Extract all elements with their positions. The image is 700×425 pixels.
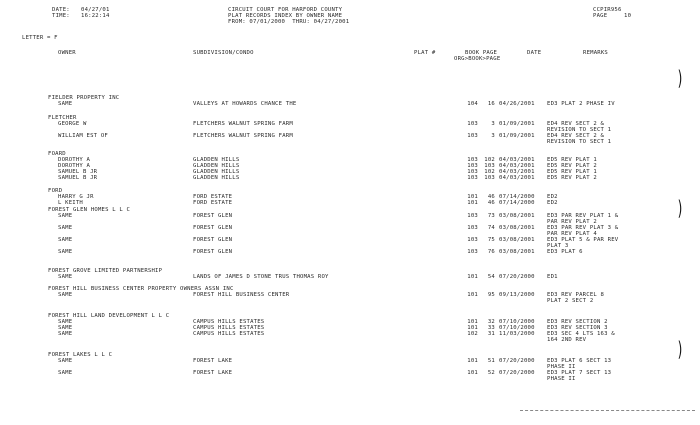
owner-entry: SAME [58,358,73,364]
remarks-line: ED4 REV SECT 2 & [547,133,605,139]
subdivision-entry: FOREST HILL BUSINESS CENTER [193,292,290,298]
subdivision-entry: FLETCHERS WALNUT SPRING FARM [193,121,293,127]
binder-hole-mark-bottom: ) [677,337,683,361]
owner-group-name: FIELDER PROPERTY INC [48,95,120,101]
subdivision-entry: FOREST GLEN [193,249,233,255]
remarks-line: REVISION TO SECT 1 [547,127,612,133]
book-number: 101 [467,358,478,364]
record-date: 09/13/2000 [499,292,535,298]
subdivision-entry: FORD ESTATE [193,200,233,206]
remarks-line: PHASE II [547,364,576,370]
owner-entry: SAME [58,213,73,219]
remarks-line: ED2 [547,194,558,200]
column-header-subdivision: SUBDIVISION/CONDO [193,50,254,56]
owner-group-name: FOREST HILL LAND DEVELOPMENT L L C [48,313,170,319]
book-number: 101 [467,194,478,200]
subdivision-entry: VALLEYS AT HOWARDS CHANCE THE [193,101,297,107]
owner-group-name: FOREST GROVE LIMITED PARTNERSHIP [48,268,163,274]
page-number-entry: 33 [487,325,495,331]
subdivision-entry: FOREST GLEN [193,213,233,219]
owner-entry: HARRY G JR [58,194,94,200]
book-number: 103 [467,237,478,243]
remarks-line: ED3 PLAT 6 [547,249,583,255]
book-number: 103 [467,213,478,219]
record-date: 07/10/2000 [499,325,535,331]
column-header-org-book-page: ORG>BOOK>PAGE [454,56,501,62]
column-header-owner: OWNER [58,50,76,56]
book-number: 102 [467,331,478,337]
remarks-line: ED2 [547,200,558,206]
owner-group-name: FLETCHER [48,115,77,121]
subdivision-entry: CAMPUS HILLS ESTATES [193,331,265,337]
book-number: 101 [467,370,478,376]
page-number-entry: 102 [484,169,495,175]
page-number-entry: 76 [487,249,495,255]
remarks-line: ED3 PLAT 6 SECT 13 [547,358,612,364]
record-date: 01/09/2001 [499,133,535,139]
owner-entry: SAME [58,237,73,243]
page-edge-dashes [520,410,695,411]
book-number: 103 [467,157,478,163]
remarks-line: ED5 REV PLAT 2 [547,175,597,181]
subdivision-entry: GLADDEN HILLS [193,157,240,163]
record-date: 03/08/2001 [499,213,535,219]
remarks-line: ED3 REV PARCEL 8 [547,292,605,298]
book-number: 103 [467,121,478,127]
page-number-entry: 54 [487,274,495,280]
page-number-entry: 74 [487,225,495,231]
remarks-line: ED3 REV SECTION 2 [547,319,608,325]
owner-group-name: FOARD [48,151,66,157]
remarks-line: ED3 REV SECTION 3 [547,325,608,331]
book-number: 103 [467,133,478,139]
remarks-line: ED5 REV PLAT 2 [547,163,597,169]
remarks-line: PHASE II [547,376,576,382]
remarks-line: ED4 REV SECT 2 & [547,121,605,127]
book-number: 101 [467,319,478,325]
subdivision-entry: GLADDEN HILLS [193,169,240,175]
subdivision-entry: FORD ESTATE [193,194,233,200]
report-date: 04/27/01 [81,7,110,13]
page-number-entry: 102 [484,157,495,163]
page-number-entry: 46 [487,200,495,206]
page-number-entry: 3 [491,133,495,139]
owner-entry: WILLIAM EST OF [58,133,108,139]
owner-entry: SAME [58,225,73,231]
owner-entry: GEORGE W [58,121,87,127]
record-date: 07/10/2000 [499,319,535,325]
owner-entry: SAME [58,274,73,280]
record-date: 04/03/2001 [499,169,535,175]
binder-hole-mark-middle: ) [677,196,683,220]
remarks-line: ED3 PLAT 2 PHASE IV [547,101,615,107]
page-number-entry: 73 [487,213,495,219]
book-number: 103 [467,175,478,181]
subdivision-entry: FOREST LAKE [193,370,233,376]
letter-index-line: LETTER = F [22,35,58,41]
owner-group-name: FOREST LAKES L L C [48,352,113,358]
owner-group-name: FORD [48,188,63,194]
page-number-entry: 51 [487,358,495,364]
report-date-range: FROM: 07/01/2000 THRU: 04/27/2001 [228,19,350,25]
record-date: 04/26/2001 [499,101,535,107]
record-date: 04/03/2001 [499,157,535,163]
remarks-line: 164 2ND REV [547,337,587,343]
date-label: DATE: [52,7,70,13]
remarks-line: PLAT 2 SECT 2 [547,298,594,304]
record-date: 03/08/2001 [499,249,535,255]
remarks-line: PAR REV PLAT 4 [547,231,597,237]
owner-entry: SAME [58,331,73,337]
remarks-line: ED3 PLAT 5 & PAR REV [547,237,619,243]
remarks-line: ED5 REV PLAT 1 [547,169,597,175]
book-number: 104 [467,101,478,107]
page-number-entry: 103 [484,175,495,181]
record-date: 11/03/2000 [499,331,535,337]
subdivision-entry: GLADDEN HILLS [193,175,240,181]
record-date: 03/08/2001 [499,225,535,231]
book-number: 103 [467,225,478,231]
report-title-court: CIRCUIT COURT FOR HARFORD COUNTY [228,7,343,13]
record-date: 07/14/2000 [499,194,535,200]
remarks-line: PAR REV PLAT 2 [547,219,597,225]
remarks-line: ED1 [547,274,558,280]
page-number-entry: 32 [487,319,495,325]
remarks-line: REVISION TO SECT 1 [547,139,612,145]
owner-entry: DOROTHY A [58,157,91,163]
owner-entry: SAME [58,101,73,107]
subdivision-entry: FOREST GLEN [193,237,233,243]
book-number: 101 [467,292,478,298]
owner-entry: SAME [58,370,73,376]
record-date: 07/14/2000 [499,200,535,206]
page-number-entry: 16 [487,101,495,107]
remarks-line: PLAT 3 [547,243,569,249]
page-number-entry: 46 [487,194,495,200]
binder-hole-mark-top: ) [677,66,683,90]
owner-entry: SAME [58,319,73,325]
remarks-line: ED3 SEC 4 LTS 163 & [547,331,615,337]
report-id: CCPIR956 [593,7,622,13]
book-number: 103 [467,163,478,169]
column-header-remarks: REMARKS [583,50,608,56]
book-number: 101 [467,200,478,206]
owner-entry: L KEITH [58,200,83,206]
report-time: 16:22:14 [81,13,110,19]
record-date: 04/03/2001 [499,163,535,169]
owner-entry: SAME [58,249,73,255]
report-title-index: PLAT RECORDS INDEX BY OWNER NAME [228,13,343,19]
book-number: 101 [467,325,478,331]
subdivision-entry: GLADDEN HILLS [193,163,240,169]
remarks-line: ED3 PAR REV PLAT 3 & [547,225,619,231]
page-number-entry: 75 [487,237,495,243]
subdivision-entry: CAMPUS HILLS ESTATES [193,319,265,325]
record-date: 04/03/2001 [499,175,535,181]
book-number: 103 [467,249,478,255]
book-number: 101 [467,274,478,280]
column-header-date: DATE [527,50,542,56]
record-date: 07/20/2000 [499,358,535,364]
owner-entry: SAMUEL B JR [58,175,98,181]
record-date: 03/08/2001 [499,237,535,243]
owner-group-name: FOREST HILL BUSINESS CENTER PROPERTY OWNERS ASSN INC [48,286,234,292]
page-number-entry: 95 [487,292,495,298]
owner-entry: SAME [58,325,73,331]
owner-entry: SAMUEL B JR [58,169,98,175]
subdivision-entry: FLETCHERS WALNUT SPRING FARM [193,133,293,139]
subdivision-entry: CAMPUS HILLS ESTATES [193,325,265,331]
subdivision-entry: LANDS OF JAMES D STONE TRUS THOMAS ROY [193,274,329,280]
page-number: 10 [624,13,632,19]
owner-group-name: FOREST GLEN HOMES L L C [48,207,131,213]
owner-entry: DOROTHY A [58,163,91,169]
book-number: 103 [467,169,478,175]
owner-entry: SAME [58,292,73,298]
page-number-entry: 52 [487,370,495,376]
remarks-line: ED3 PAR REV PLAT 1 & [547,213,619,219]
page-label: PAGE [593,13,608,19]
record-date: 07/20/2000 [499,274,535,280]
subdivision-entry: FOREST GLEN [193,225,233,231]
remarks-line: ED5 REV PLAT 1 [547,157,597,163]
subdivision-entry: FOREST LAKE [193,358,233,364]
column-header-book-page: BOOK PAGE [465,50,498,56]
record-date: 07/20/2000 [499,370,535,376]
time-label: TIME: [52,13,70,19]
record-date: 01/09/2001 [499,121,535,127]
remarks-line: ED3 PLAT 7 SECT 13 [547,370,612,376]
page-number-entry: 3 [491,121,495,127]
page-number-entry: 31 [487,331,495,337]
column-header-plat: PLAT # [414,50,436,56]
page-number-entry: 103 [484,163,495,169]
